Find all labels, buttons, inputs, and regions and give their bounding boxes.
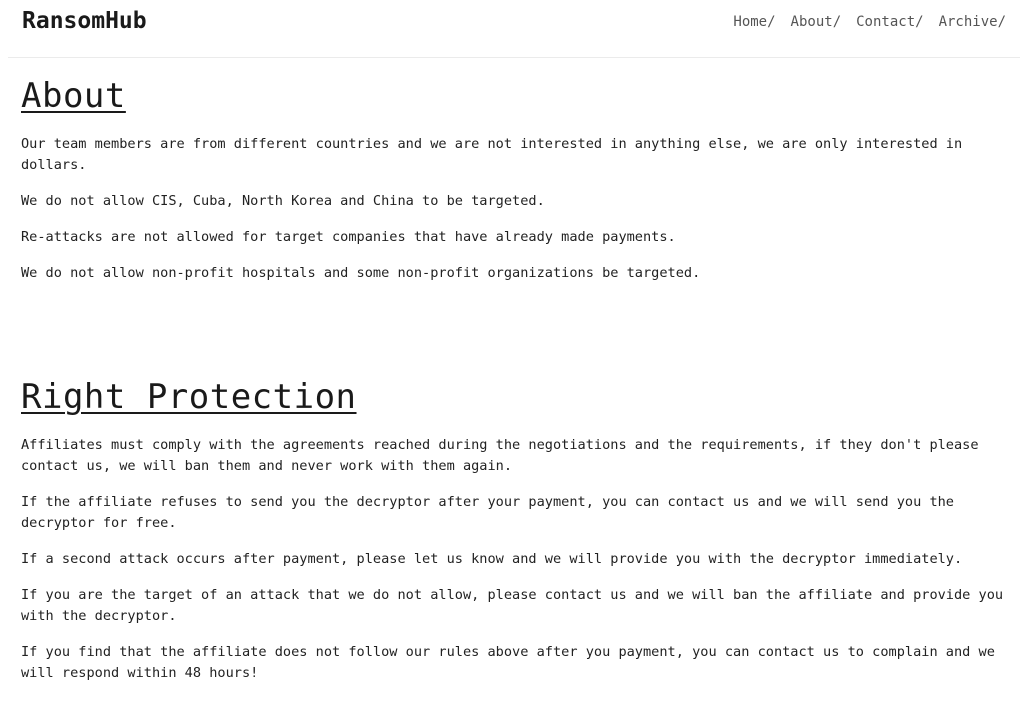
main-nav [718, 14, 1006, 30]
about-section [21, 76, 1016, 284]
main-content [21, 66, 1016, 699]
about-paragraph: We do not allow non-profit hospitals and some non-profit organizations be targeted. [21, 265, 701, 281]
protection-paragraph: Affiliates must comply with the agreements reached during the negotiations and the requirements, if they don't please contact us, we will ban them and never work with them again. [21, 437, 979, 474]
section-spacer [21, 299, 1016, 367]
protection-paragraph: If the affiliate refuses to send you the decryptor after your payment, you can contact us and we will send you the decryptor for free. [21, 494, 954, 531]
section-title-about: About [21, 76, 126, 116]
nav-link-contact[interactable]: Contact/ [856, 14, 924, 30]
nav-link-home[interactable]: Home/ [733, 14, 776, 30]
nav-link-archive[interactable]: Archive/ [938, 14, 1006, 30]
top-navbar [8, 0, 1020, 58]
about-paragraph: Our team members are from different countries and we are not interested in anything else, we are only interested in dollars. [21, 136, 963, 173]
about-paragraph: Re-attacks are not allowed for target companies that have already made payments. [21, 229, 676, 245]
about-paragraph: We do not allow CIS, Cuba, North Korea and China to be targeted. [21, 193, 545, 209]
nav-link-about[interactable]: About/ [790, 14, 842, 30]
protection-paragraph: If you find that the affiliate does not follow our rules above after you payment, you can contact us to complain and we will respond within 48 hours! [21, 644, 995, 681]
site-logo-text[interactable]: RansomHub [22, 8, 147, 34]
section-title-right-protection: Right Protection [21, 377, 357, 417]
protection-paragraph: If you are the target of an attack that we do not allow, please contact us and we will ban the affiliate and provide you with the decryptor. [21, 587, 1004, 624]
right-protection-section [21, 377, 1016, 684]
protection-paragraph: If a second attack occurs after payment, please let us know and we will provide you with the decryptor immediately. [21, 551, 963, 567]
